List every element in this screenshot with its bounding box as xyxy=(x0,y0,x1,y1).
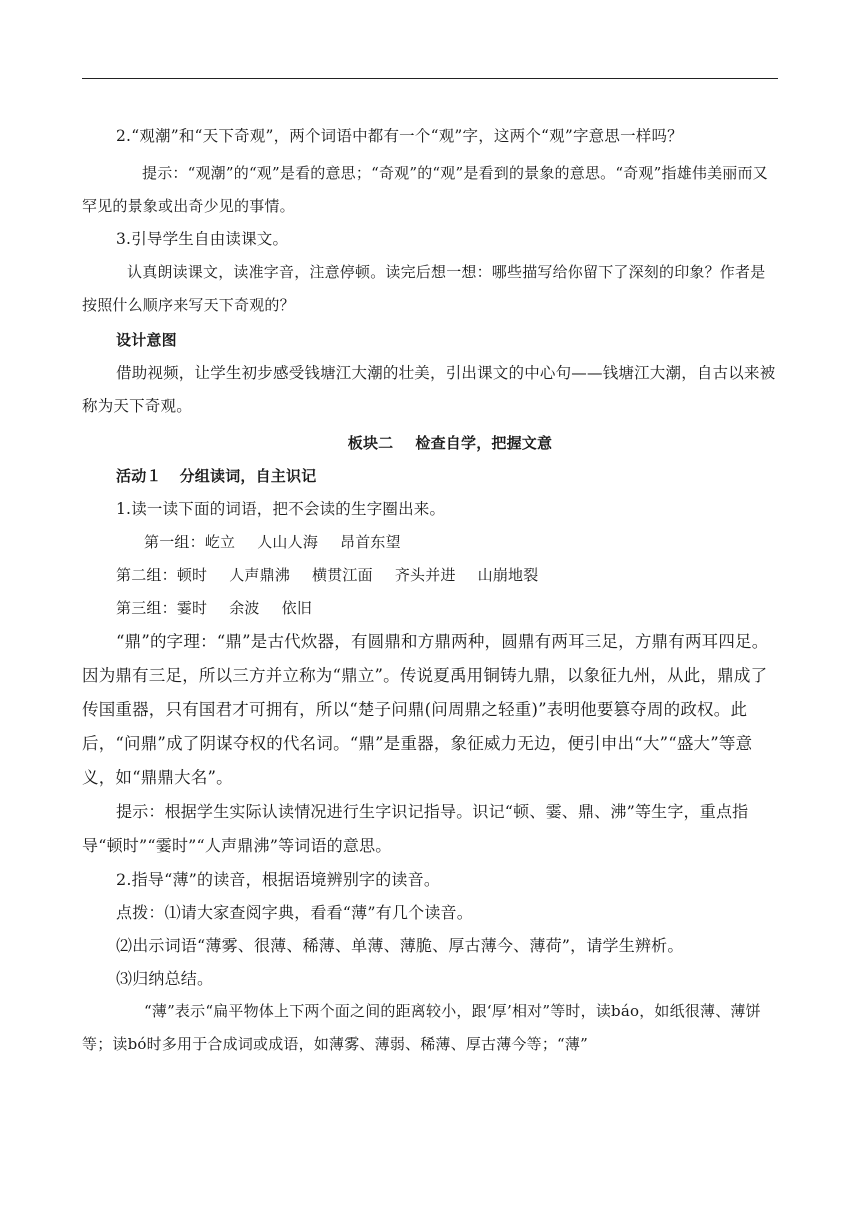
activity-1-label: 活动１ xyxy=(116,467,162,485)
word: 齐头并进 xyxy=(394,566,456,584)
word-group-label: 第三组： xyxy=(116,599,177,617)
bao-reading-summary: “薄”表示“扁平物体上下两个面之间的距离较小，跟‘厚’相对”等时，读báo，如纸很薄、薄饼等；读bó时多用于合成词或成语，如薄雾、薄弱、稀薄、厚古薄今等；“薄” xyxy=(82,1002,761,1053)
header-rule xyxy=(82,78,778,79)
word-group-label: 第二组： xyxy=(116,566,177,584)
item-2-title: 2.指导“薄”的读音，根据语境辨别字的读音。 xyxy=(116,870,441,889)
activity-1-heading xyxy=(82,460,778,493)
word-group-2 xyxy=(82,559,778,592)
item-2-step-1: 点拨：⑴请大家查阅字典，看看“薄”有几个读音。 xyxy=(116,903,473,922)
document-body xyxy=(82,120,778,1061)
activity-1-title: 分组读词，自主识记 xyxy=(179,467,317,485)
word: 人声鼎沸 xyxy=(229,566,291,584)
word: 人山人海 xyxy=(257,533,319,551)
word-group-3 xyxy=(82,592,778,625)
word: 霎时 xyxy=(176,599,208,617)
item-2-step-2: ⑵出示词语“薄雾、很薄、稀薄、单薄、薄脆、厚古薄今、薄荷”，请学生辨析。 xyxy=(116,936,684,955)
section-2-label: 板块二 xyxy=(347,434,394,452)
word: 屹立 xyxy=(204,533,236,551)
word: 横贯江面 xyxy=(312,566,373,584)
word: 昂首东望 xyxy=(340,533,401,551)
ding-etymology-note: “鼎”的字理：“鼎”是古代炊器，有圆鼎和方鼎两种，圆鼎有两耳三足，方鼎有两耳四足。因为鼎有三足，所以三方并立称为“鼎立”。传说夏禹用铜铸九鼎，以象征九州，从此，鼎成了传国重器，只有国君才可拥有，所以“楚子问鼎(问周鼎之轻重)”表明他要篡夺周的政权。此后，“问鼎”成了阴谋夺权的代名词。“鼎”是重器，象征威力无边，便引申出“大”“盛大”等意义，如“鼎鼎大名”。 xyxy=(82,632,769,787)
word: 山崩地裂 xyxy=(477,566,539,584)
word: 依旧 xyxy=(281,599,313,617)
item-3-task: 认真朗读课文，读准字音，注意停顿。读完后想一想：哪些描写给你留下了深刻的印象？作者是按照什么顺序来写天下奇观的？ xyxy=(82,263,766,314)
question-2-hint: 提示：“观潮”的“观”是看的意思；“奇观”的“观”是看到的景象的意思。“奇观”指雄伟美丽而又罕见的景象或出奇少见的事情。 xyxy=(82,164,768,215)
item-3-title: 3.引导学生自由读课文。 xyxy=(116,230,289,248)
activity-1-instruction: 1.读一读下面的词语，把不会读的生字圈出来。 xyxy=(116,500,446,518)
section-2-title xyxy=(82,427,778,460)
section-2-name: 检查自学，把握文意 xyxy=(415,434,553,452)
word: 顿时 xyxy=(176,566,208,584)
design-intent-text: 借助视频，让学生初步感受钱塘江大潮的壮美，引出课文的中心句——钱塘江大潮，自古以来被称为天下奇观。 xyxy=(82,364,776,415)
question-2: 2.“观潮”和“天下奇观”，两个词语中都有一个“观”字，这两个“观”字意思一样吗？ xyxy=(116,127,683,145)
design-intent-heading: 设计意图 xyxy=(116,331,177,349)
word-group-1 xyxy=(82,526,778,559)
word-group-label: 第一组： xyxy=(144,533,205,551)
activity-1-hint: 提示：根据学生实际认读情况进行生字识记指导。识记“顿、霎、鼎、沸”等生字，重点指导“顿时”“霎时”“人声鼎沸”等词语的意思。 xyxy=(82,802,749,855)
item-2-step-3: ⑶归纳总结。 xyxy=(116,969,214,988)
word: 余波 xyxy=(229,599,260,617)
